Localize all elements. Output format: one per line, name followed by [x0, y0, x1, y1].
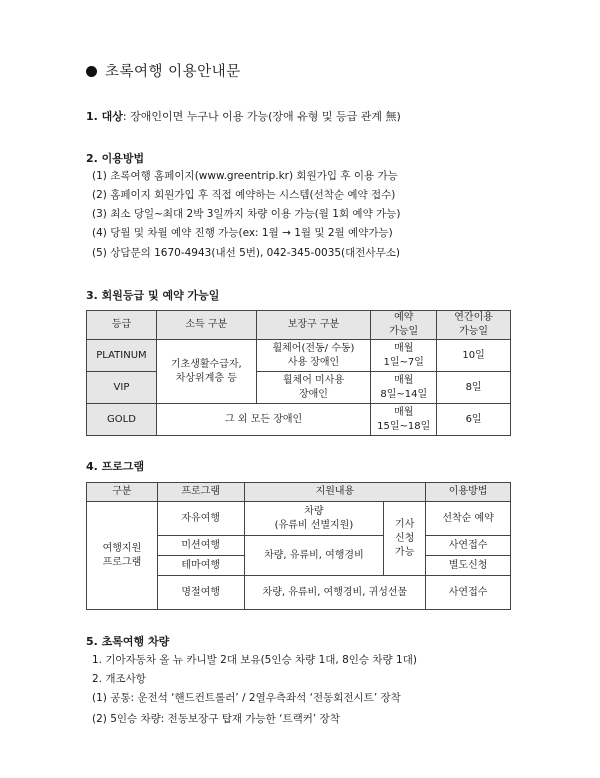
- method-theme: 별도신청: [426, 556, 511, 576]
- section2-item-5: (5) 상담문의 1670-4943(내선 5번), 042-345-0035(대전사무소): [92, 247, 400, 259]
- support-free: 차량 (유류비 선별지원): [244, 502, 384, 536]
- program-holiday: 명절여행: [157, 576, 244, 610]
- reserve-vip: 매월 8일~14일: [371, 372, 437, 404]
- aid-vip: 휠체어 미사용 장애인: [256, 372, 371, 404]
- table-row: [87, 404, 511, 436]
- header-category: 구분: [87, 483, 158, 502]
- driver-cell: 기사 신청 가능: [384, 502, 426, 576]
- section5-line-4: (2) 5인승 차량: 전동보장구 탑재 가능한 ‘트랙커’ 장착: [92, 713, 340, 725]
- section2-item-3: (3) 최소 당일~최대 2박 3일까지 차량 이용 가능(월 1회 예약 가능): [92, 208, 401, 220]
- header-program: 프로그램: [157, 483, 244, 502]
- program-table-header-row: [87, 483, 511, 502]
- section5-line-1: 1. 기아자동차 올 뉴 카니발 2대 보유(5인승 차량 1대, 8인승 차량 1대): [92, 654, 417, 666]
- header-annual: 연간이용 가능일: [437, 311, 511, 340]
- grade-vip: VIP: [87, 372, 157, 404]
- program-mission: 미션여행: [157, 536, 244, 556]
- table-row: [87, 372, 511, 404]
- program-free: 자유여행: [157, 502, 244, 536]
- header-income: 소득 구분: [156, 311, 256, 340]
- method-free: 선착순 예약: [426, 502, 511, 536]
- section5-heading: 5. 초록여행 차량: [86, 635, 170, 648]
- annual-platinum: 10일: [437, 340, 511, 372]
- header-reserve: 예약 가능일: [371, 311, 437, 340]
- section1-line: [86, 108, 401, 124]
- grade-gold: GOLD: [87, 404, 157, 436]
- grade-platinum: PLATINUM: [87, 340, 157, 372]
- section5-line-3: (1) 공통: 운전석 ‘핸드컨트롤러’ / 2열우측좌석 ‘전동회전시트’ 장착: [92, 692, 401, 704]
- method-mission: 사연접수: [426, 536, 511, 556]
- black-circle-bullet-icon: [86, 66, 97, 77]
- header-support: 지원내용: [244, 483, 426, 502]
- aid-platinum: 휠체어(전동/ 수동) 사용 장애인: [256, 340, 371, 372]
- annual-gold: 6일: [437, 404, 511, 436]
- other-gold: 그 외 모든 장애인: [156, 404, 370, 436]
- section1-heading: 1. 대상: [86, 110, 123, 123]
- section2-item-1: (1) 초록여행 홈페이지(www.greentrip.kr) 회원가입 후 이용 가능: [92, 170, 398, 182]
- section4-heading: 4. 프로그램: [86, 460, 145, 473]
- table-row: [87, 502, 511, 536]
- category-cell: 여행지원 프로그램: [87, 502, 158, 610]
- grade-table-header-row: [87, 311, 511, 340]
- header-grade: 등급: [87, 311, 157, 340]
- reserve-gold: 매월 15일~18일: [371, 404, 437, 436]
- section2-item-2: (2) 홈페이지 회원가입 후 직접 예약하는 시스템(선착순 예약 접수): [92, 189, 396, 201]
- section2-heading: 2. 이용방법: [86, 152, 145, 165]
- section5-line-2: 2. 개조사항: [92, 673, 146, 685]
- support-holiday: 차량, 유류비, 여행경비, 귀성선물: [244, 576, 426, 610]
- page-title-text: 초록여행 이용안내문: [105, 64, 241, 80]
- section2-item-4: (4) 당월 및 차월 예약 진행 가능(ex: 1월 → 1월 및 2월 예약가능): [92, 227, 393, 239]
- program-table: [86, 482, 511, 610]
- page-title: [86, 60, 241, 81]
- support-shared: 차량, 유류비, 여행경비: [244, 536, 384, 576]
- header-method: 이용방법: [426, 483, 511, 502]
- section1-text: : 장애인이면 누구나 이용 가능(장애 유형 및 등급 관계 無): [122, 110, 401, 123]
- section3-heading: 3. 회원등급 및 예약 가능일: [86, 289, 220, 302]
- table-row: [87, 340, 511, 372]
- annual-vip: 8일: [437, 372, 511, 404]
- method-holiday: 사연접수: [426, 576, 511, 610]
- grade-table: [86, 310, 511, 436]
- header-aid: 보장구 구분: [256, 311, 371, 340]
- reserve-platinum: 매월 1일~7일: [371, 340, 437, 372]
- income-shared-cell: 기초생활수급자, 차상위계층 등: [156, 340, 256, 404]
- program-theme: 테마여행: [157, 556, 244, 576]
